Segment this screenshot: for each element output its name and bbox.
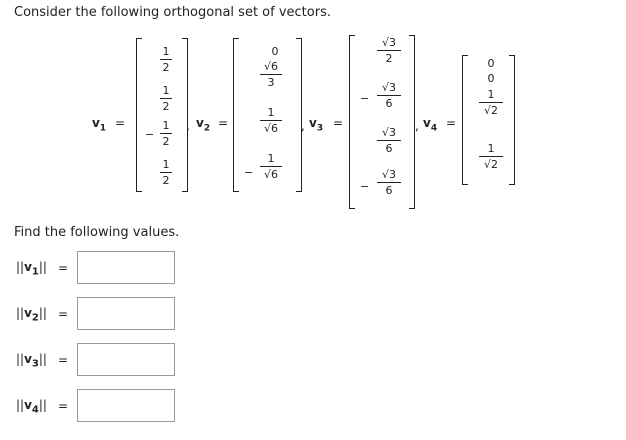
left-bracket bbox=[136, 38, 142, 192]
fraction-bar bbox=[260, 166, 282, 167]
numerator: √3 bbox=[381, 81, 396, 94]
fraction-bar bbox=[260, 74, 282, 75]
equals-sign: = bbox=[115, 116, 126, 130]
norm-v1-input[interactable] bbox=[77, 251, 175, 284]
numerator: 1 bbox=[162, 84, 170, 97]
numerator: 1 bbox=[162, 45, 170, 58]
matrix-entry bbox=[260, 106, 282, 135]
norm-bars: || bbox=[38, 306, 47, 320]
norm-bars: || bbox=[38, 260, 47, 274]
vector-name: v bbox=[196, 116, 204, 130]
vector-subscript: 4 bbox=[31, 404, 39, 416]
norm-v2-label bbox=[16, 306, 47, 323]
vector-name: v bbox=[24, 260, 32, 274]
right-bracket bbox=[182, 38, 188, 192]
matrix-entry: 0 bbox=[487, 72, 495, 85]
norm-v4-input[interactable] bbox=[77, 389, 175, 422]
norm-v2-input[interactable] bbox=[77, 297, 175, 330]
norm-v4-label bbox=[16, 398, 47, 415]
vector-subscript: 3 bbox=[316, 123, 324, 134]
equals-sign: = bbox=[333, 116, 344, 130]
minus-sign: − bbox=[244, 166, 254, 179]
matrix-entry bbox=[479, 142, 503, 171]
comma: , bbox=[415, 119, 419, 133]
equals-sign: = bbox=[446, 116, 457, 130]
equals-sign: = bbox=[58, 261, 69, 275]
fraction-bar bbox=[377, 50, 401, 51]
numerator: 1 bbox=[162, 119, 170, 132]
denominator: 2 bbox=[385, 52, 393, 65]
denominator: 2 bbox=[162, 174, 170, 187]
vector-name: v bbox=[92, 116, 100, 130]
vector-name: v bbox=[24, 398, 32, 412]
minus-sign: − bbox=[360, 180, 370, 193]
vector-name: v bbox=[309, 116, 317, 130]
norm-v1-label bbox=[16, 260, 47, 277]
denominator: 2 bbox=[162, 100, 170, 113]
left-bracket bbox=[233, 38, 239, 192]
equals-sign: = bbox=[58, 307, 69, 321]
matrix-entry: 0 bbox=[271, 45, 279, 58]
norm-bars: || bbox=[38, 398, 47, 412]
matrix-entry bbox=[260, 60, 282, 89]
denominator: √6 bbox=[263, 122, 278, 135]
norm-bars: || bbox=[16, 398, 25, 412]
denominator: √6 bbox=[263, 168, 278, 181]
vector-name: v bbox=[24, 352, 32, 366]
numerator: 1 bbox=[487, 142, 495, 155]
right-bracket bbox=[509, 55, 515, 185]
norm-bars: || bbox=[16, 260, 25, 274]
fraction-bar bbox=[160, 59, 172, 60]
fraction-bar bbox=[479, 102, 503, 103]
matrix-entry bbox=[377, 168, 401, 197]
denominator: √2 bbox=[483, 104, 498, 117]
numerator: √3 bbox=[381, 168, 396, 181]
vector-subscript: 1 bbox=[31, 266, 39, 278]
vector-subscript: 2 bbox=[31, 312, 39, 324]
left-bracket bbox=[462, 55, 468, 185]
matrix-entry bbox=[377, 126, 401, 155]
denominator: 2 bbox=[162, 61, 170, 74]
matrix-entry bbox=[160, 45, 172, 74]
vector-v2-label bbox=[196, 116, 210, 133]
numerator: √6 bbox=[263, 60, 278, 73]
numerator: 1 bbox=[162, 158, 170, 171]
right-bracket bbox=[296, 38, 302, 192]
matrix-entry: 0 bbox=[487, 57, 495, 70]
denominator: 2 bbox=[162, 135, 170, 148]
numerator: √3 bbox=[381, 36, 396, 49]
denominator: 3 bbox=[267, 76, 275, 89]
fraction-bar bbox=[377, 95, 401, 96]
fraction-bar bbox=[160, 172, 172, 173]
numerator: 1 bbox=[267, 152, 275, 165]
numerator: 1 bbox=[487, 88, 495, 101]
equals-sign: = bbox=[58, 353, 69, 367]
vector-v1-label bbox=[92, 116, 106, 133]
minus-sign: − bbox=[360, 92, 370, 105]
norm-bars: || bbox=[16, 352, 25, 366]
fraction-bar bbox=[377, 182, 401, 183]
norm-bars: || bbox=[38, 352, 47, 366]
norm-v3-input[interactable] bbox=[77, 343, 175, 376]
equals-sign: = bbox=[58, 399, 69, 413]
vector-subscript: 1 bbox=[99, 123, 107, 134]
matrix-entry bbox=[160, 84, 172, 113]
vector-subscript: 2 bbox=[203, 123, 211, 134]
find-instructions: Find the following values. bbox=[14, 225, 180, 240]
fraction-bar bbox=[479, 156, 503, 157]
vector-subscript: 4 bbox=[430, 123, 438, 134]
equals-sign: = bbox=[218, 116, 229, 130]
denominator: √2 bbox=[483, 158, 498, 171]
minus-sign: − bbox=[145, 128, 155, 141]
vector-name: v bbox=[423, 116, 431, 130]
fraction-bar bbox=[377, 140, 401, 141]
vector-subscript: 3 bbox=[31, 358, 39, 370]
problem-prompt: Consider the following orthogonal set of vectors. bbox=[14, 5, 331, 20]
numerator: 1 bbox=[267, 106, 275, 119]
matrix-entry bbox=[160, 119, 172, 148]
fraction-bar bbox=[160, 98, 172, 99]
numerator: √3 bbox=[381, 126, 396, 139]
denominator: 6 bbox=[385, 142, 393, 155]
matrix-entry bbox=[377, 36, 401, 65]
matrix-entry bbox=[479, 88, 503, 117]
denominator: 6 bbox=[385, 184, 393, 197]
vector-v3-label bbox=[309, 116, 323, 133]
matrix-entry bbox=[160, 158, 172, 187]
vector-v4-label bbox=[423, 116, 437, 133]
comma: , bbox=[301, 119, 305, 133]
matrix-entry bbox=[260, 152, 282, 181]
fraction-bar bbox=[160, 133, 172, 134]
fraction-bar bbox=[260, 120, 282, 121]
comma: , bbox=[186, 119, 190, 133]
denominator: 6 bbox=[385, 97, 393, 110]
norm-bars: || bbox=[16, 306, 25, 320]
matrix-entry bbox=[377, 81, 401, 110]
norm-v3-label bbox=[16, 352, 47, 369]
left-bracket bbox=[349, 35, 355, 209]
vector-name: v bbox=[24, 306, 32, 320]
